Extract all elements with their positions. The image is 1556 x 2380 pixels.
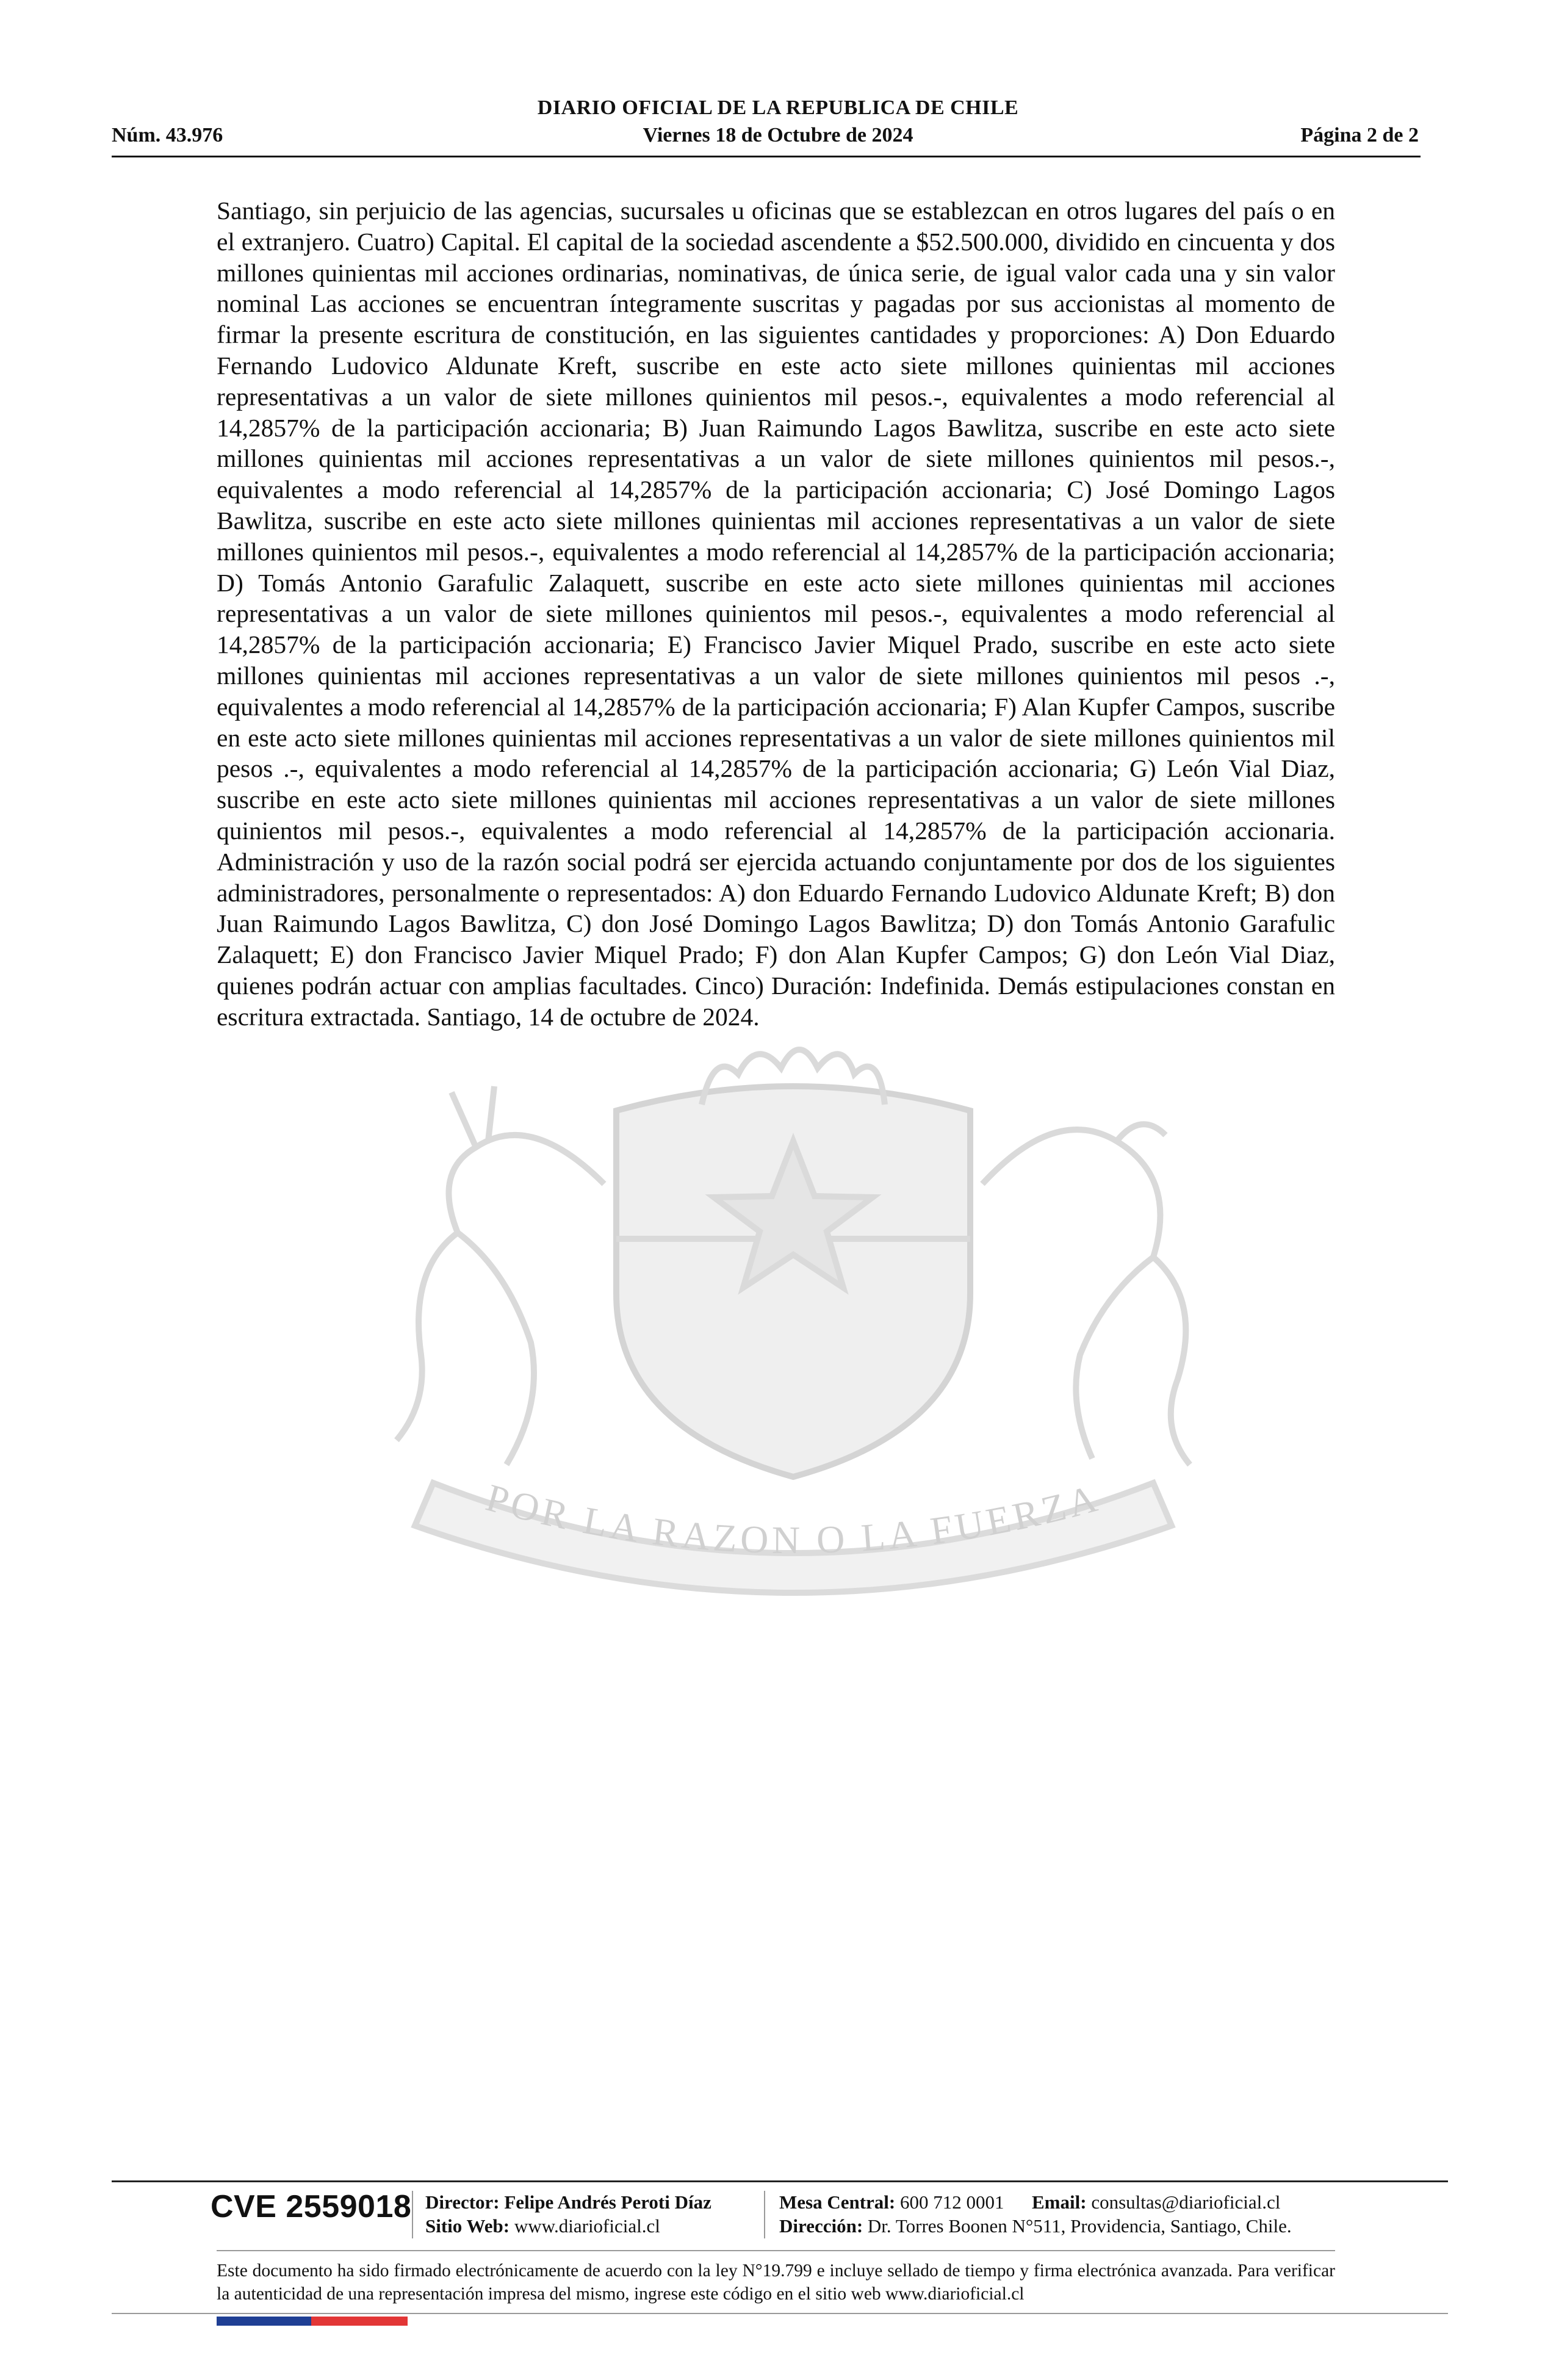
flag-stripe-red [311, 2317, 408, 2326]
gazette-title: DIARIO OFICIAL DE LA REPUBLICA DE CHILE [537, 96, 1019, 119]
flag-stripe-blue [217, 2317, 311, 2326]
footer-divider-bottom [112, 2313, 1448, 2314]
website-link[interactable]: www.diarioficial.cl [514, 2215, 660, 2237]
footer-divider-top [112, 2180, 1448, 2182]
address-value: Dr. Torres Boonen N°511, Providencia, Santiago, Chile. [867, 2215, 1292, 2237]
footer-address [779, 2215, 1292, 2237]
director-name: Felipe Andrés Peroti Díaz [504, 2191, 711, 2213]
footer-separator [764, 2191, 765, 2238]
coat-of-arms-watermark [275, 1037, 1312, 1678]
footer-separator [412, 2191, 413, 2238]
footer-divider-mid [217, 2250, 1335, 2251]
header-divider [112, 156, 1421, 157]
footer-director [425, 2191, 711, 2213]
address-label: Dirección: [779, 2215, 863, 2237]
footer-contact [779, 2191, 1280, 2213]
phone-label: Mesa Central: [779, 2191, 896, 2213]
email-label: Email: [1032, 2191, 1087, 2213]
phone-value: 600 712 0001 [900, 2191, 1004, 2213]
publication-body: Santiago, sin perjuicio de las agencias, sucursales u oficinas que se establezcan en otros lugares del país o en el extranjero. Cuatro) Capital. El capital de la sociedad ascendente a $52.500.000, dividido en cincuenta y dos millones quinientas mil acciones ordinarias, nominativas, de única serie, de igual valor cada una y sin valor nominal Las acciones se encuentran íntegramente suscritas y pagadas por sus accionistas al momento de firmar la presente escritura de constitución, en las siguientes cantidades y proporciones: A) Don Eduardo Fernando Ludovico Aldunate Kreft, suscribe en este acto siete millones quinientas mil acciones representativas a un valor de siete millones quinientos mil pesos.-, equivalentes a modo referencial al 14,2857% de la participación accionaria; B) Juan Raimundo Lagos Bawlitza, suscribe en este acto siete millones quinientas mil acciones representativas a un valor de siete millones quinientos mil pesos.-, equivalentes a modo referencial al 14,2857% de la participación accionaria; C) José Domingo Lagos Bawlitza, suscribe en este acto siete millones quinientas mil acciones representativas a un valor de siete millones quinientos mil pesos.-, equivalentes a modo referencial al 14,2857% de la participación accionaria; D) Tomás Antonio Garafulic Zalaquett, suscribe en este acto siete millones quinientas mil acciones representativas a un valor de siete millones quinientos mil pesos.-, equivalentes a modo referencial al 14,2857% de la participación accionaria; E) Francisco Javier Miquel Prado, suscribe en este acto siete millones quinientas mil acciones representativas a un valor de siete millones quinientos mil pesos .-, equivalentes a modo referencial al 14,2857% de la participación accionaria; F) Alan Kupfer Campos, suscribe en este acto siete millones quinientas mil acciones representativas a un valor de siete millones quinientos mil pesos .-, equivalentes a modo referencial al 14,2857% de la participación accionaria; G) León Vial Diaz, suscribe en este acto siete millones quinientas mil acciones representativas a un valor de siete millones quinientos mil pesos.-, equivalentes a modo referencial al 14,2857% de la participación accionaria. Administración y uso de la razón social podrá ser ejercida actuando conjuntamente por dos de los siguientes administradores, personalmente o representados: A) don Eduardo Fernando Ludovico Aldunate Kreft; B) don Juan Raimundo Lagos Bawlitza, C) don José Domingo Lagos Bawlitza; D) don Tomás Antonio Garafulic Zalaquett; E) don Francisco Javier Miquel Prado; F) don Alan Kupfer Campos; G) don León Vial Diaz, quienes podrán actuar con amplias facultades. Cinco) Duración: Indefinida. Demás estipulaciones constan en escritura extractada. Santiago, 14 de octubre de 2024. [217, 197, 1335, 1031]
email-link[interactable]: consultas@diarioficial.cl [1091, 2191, 1281, 2213]
signature-notice: Este documento ha sido firmado electrónicamente de acuerdo con la ley N°19.799 e incluye sellado de tiempo y firma electrónica avanzada. Para verificar la autenticidad de una representación impresa del mismo, ingrese este código en el sitio web www.diarioficial.cl [217, 2261, 1335, 2304]
cve-code: CVE 2559018 [211, 2189, 412, 2224]
page-indicator: Página 2 de 2 [1300, 124, 1419, 146]
watermark-motto: POR LA RAZON O LA FUERZA [481, 1475, 1105, 1562]
director-label: Director: [425, 2191, 500, 2213]
issue-number: Núm. 43.976 [112, 124, 223, 146]
issue-date: Viernes 18 de Octubre de 2024 [643, 124, 913, 146]
footer-website [425, 2215, 660, 2237]
website-label: Sitio Web: [425, 2215, 510, 2237]
